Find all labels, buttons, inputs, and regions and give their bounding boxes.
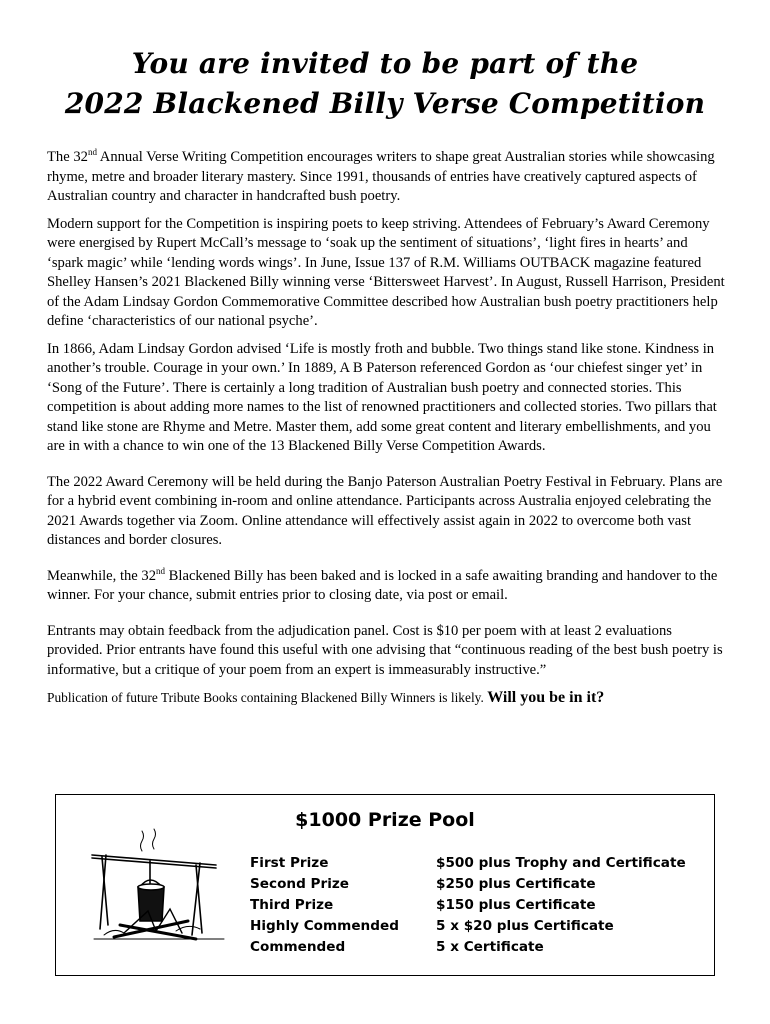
ordinal-suffix: nd xyxy=(156,565,166,576)
title-line-2: 2022 Blackened Billy Verse Competition xyxy=(64,87,706,120)
paragraph-trophy-text-a: Meanwhile, the 32 xyxy=(47,567,157,584)
body-text xyxy=(47,148,727,716)
prize-row xyxy=(250,895,686,916)
paragraph-feedback: Entrants may obtain feedback from the adjudication panel. Cost is $10 per poem with at least 2 evaluations provided. Prior entrants have found this useful with one advising that “continuous reading of the best bush poetry is informative, but a critique of your poem from an expert is immeasurably instructive.” xyxy=(47,622,723,678)
prize-row xyxy=(250,916,686,937)
campfire-billy-icon xyxy=(84,825,234,943)
paragraph-ceremony: The 2022 Award Ceremony will be held during the Banjo Paterson Australian Poetry Festival in February. Plans are for a hybrid event combining in-room and online attendance. Participants across Australia enjoyed celebrating the 2021 Awards together via Zoom. Online attendance will effectively assist again in 2022 to overcome both vast distances and border closures. xyxy=(47,473,723,548)
prize-award: $150 plus Certificate xyxy=(436,897,596,913)
prize-award: $500 plus Trophy and Certificate xyxy=(436,855,686,871)
paragraph-support: Modern support for the Competition is inspiring poets to keep striving. Attendees of February’s Award Ceremony were energised by Rupert McCall’s message to ‘soak up the sentiment of situations’, ‘light fires in hearts’ and ‘spark magic’ while ‘lending words wings’. In June, Issue 137 of R.M. Williams OUTBACK magazine featured Shelley Hansen’s 2021 Blackened Billy winning verse ‘Bittersweet Harvest’. In August, Russell Harrison, President of the Adam Lindsay Gordon Commemorative Committee described how Australian bush poetry practitioners help define ‘characteristics of our national psyche’. xyxy=(47,215,725,329)
paragraph-intro-text-b: Annual Verse Writing Competition encourages writers to shape great Australian stories while showcasing rhyme, metre and broader literary mastery. Since 1991, thousands of entries have creatively captured aspects of Australian country and character in handcrafted bush poetry. xyxy=(47,149,715,204)
prize-name: Second Prize xyxy=(250,876,350,892)
prize-table xyxy=(250,853,686,958)
publication-question: Will you be in it? xyxy=(487,689,605,706)
publication-text: Publication of future Tribute Books containing Blackened Billy Winners is likely. xyxy=(47,690,488,705)
prize-name: Commended xyxy=(250,939,346,955)
prize-pool-title: $1000 Prize Pool xyxy=(295,809,475,831)
prize-award: $250 plus Certificate xyxy=(436,876,596,892)
paragraph-trophy-text-b: Blackened Billy has been baked and is locked in a safe awaiting branding and handover to the winner. For your chance, submit entries prior to closing date, via post or email. xyxy=(47,567,718,603)
prize-name: Highly Commended xyxy=(250,918,399,934)
page-title xyxy=(0,44,770,124)
paragraph-publication xyxy=(47,688,727,708)
prize-row xyxy=(250,874,686,895)
ordinal-suffix: nd xyxy=(87,147,97,158)
paragraph-intro-text-a: The 32 xyxy=(47,149,88,165)
paragraph-history: In 1866, Adam Lindsay Gordon advised ‘Life is mostly froth and bubble. Two things stand like stone. Kindness in another’s trouble. Courage in your own.’ In 1889, A B Paterson referenced Gordon as ‘our chiefest singer yet’ in ‘Song of the Future’. There is certainly a long tradition of Australian bush poetry and connected stories. This competition is about adding more names to the list of renowned practitioners and collected stories. Two pillars that stand like stone are Rhyme and Metre. Master them, add some great content and literary embellishments, and you are in with a chance to win one of the 13 Blackened Billy Verse Competition Awards. xyxy=(47,340,717,454)
prize-award: 5 x Certificate xyxy=(436,939,544,955)
prize-row xyxy=(250,853,686,874)
prize-row xyxy=(250,937,686,958)
prize-pool-box xyxy=(55,794,715,976)
prize-name: Third Prize xyxy=(250,897,334,913)
paragraph-intro xyxy=(47,148,727,207)
prize-name: First Prize xyxy=(250,855,329,871)
prize-award: 5 x $20 plus Certificate xyxy=(436,918,614,934)
paragraph-trophy xyxy=(47,567,727,606)
title-line-1: You are invited to be part of the xyxy=(131,47,639,80)
